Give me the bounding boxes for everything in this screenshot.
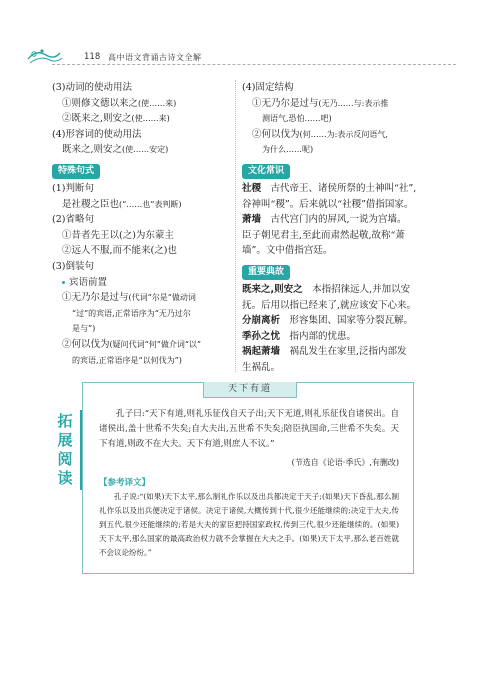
text-line: 测语气,恐怕……吧) [262,114,332,124]
box-title: 天下有道 [203,382,297,398]
text-line: ②远人不服,而不能来(之)也 [62,245,177,257]
text-line: 是社稷之臣也(“……也”表判断) [62,198,182,210]
text-line: (3)动词的使动用法 [52,82,132,93]
text-line: ①则修文德以来之(使……来) [62,97,177,109]
text-line: 抚。后用以指已经来了,就应该安下心来。 [242,299,417,311]
text-line: (3)倒装句 [52,260,94,272]
text-line: 臣子朝见君主,至此而肃然起敬,故称“萧 [242,229,405,241]
box-body [99,407,399,560]
text-line: 墙”。文中借指宫廷。 [242,245,333,257]
header-rule [52,64,456,65]
section-tag-special-sentences: 特殊句式 [52,164,100,179]
right-column [242,80,434,376]
text-line: ②何以伐为(疑问代词“何”做介词“以” [62,338,201,350]
source-note: (节选自《论语·季氏》,有删改) [291,458,399,467]
text-line: 生祸乱。 [242,361,281,373]
section-tag-allusions: 重要典故 [242,265,290,280]
column-divider [235,80,236,372]
text-line: 萧墙 古代宫门内的屏风,一说为宫墙。 [242,214,407,226]
text-line: ①无乃尔是过与(无乃……与:表示推 [252,97,389,109]
section-tag-culture: 文化常识 [242,164,290,179]
translation-tag: 【参考译文】 [99,478,151,488]
text-line: 的宾语,正常语序是“以何伐为”) [72,355,182,365]
original-text: 孔子曰:“天下有道,则礼乐征伐自天子出;天下无道,则礼乐征伐自诸侯出。自诸侯出,盖十世希不失矣;自大夫出,五世希不失矣;陪臣执国命,三世希不失矣。天下有道,则政不在大夫。天下有道,则庶人不议。” [99,409,399,449]
text-line: 为什么……呢) [262,145,314,155]
text-line: ①昔者先王以(之)为东蒙主 [62,229,174,241]
text-line: (2)省略句 [52,214,94,226]
text-line: ①无乃尔是过与(代词“尔是”做动词 [62,292,196,304]
text-line: 是与”) [72,324,96,334]
extended-reading-label: 拓 展 阅 读 [57,412,73,487]
page-header [26,44,456,70]
text-line: 宾语前置 [52,275,230,291]
text-line: (4)固定结构 [242,82,294,93]
translation-text: 孔子说:“(如果)天下太平,那么制礼作乐以及出兵都决定于天子;(如果)天下昏乱,那么制礼作乐以及出兵便决定于诸侯。决定于诸侯,大概传到十代,很少还能继续的;决定于大夫,传到五代,很少还能继续的;若是大夫的家臣把持国家政权,传到三代,很少还能继续的。(如果)天下太平,那么国家的最高政治权力就不会掌握在大夫之手。(如果)天下太平,那么老百姓就不会议论纷纷。” [99,492,399,557]
bullet-icon [62,281,65,284]
text-line: 分崩离析 形容集团、国家等分裂瓦解。 [242,315,414,327]
text-line: “过”的宾语,正常语序为“无乃过尔 [72,308,191,318]
text-line: ②既来之,则安之(使……来) [62,113,170,125]
book-title: 高中语文背诵古诗文全解 [108,53,202,62]
text-line: (4)形容词的使动用法 [52,128,142,140]
extended-reading-box [82,382,414,574]
text-line: ②何以伐为(何……为:表示反问语气, [252,128,388,140]
text-line: 祸起萧墙 祸乱发生在家里,泛指内部发 [242,346,407,358]
text-line: 既来之,则安之(使……安定) [62,144,169,156]
page-number: 118 [84,52,101,62]
text-line: 社稷 古代帝王、诸侯所祭的土神叫“社”, [242,182,417,194]
text-line: 既来之,则安之 本指招徕远人,并加以安 [242,283,411,295]
left-column [52,80,230,368]
text-line: (1)判断句 [52,182,94,194]
text-line: 谷神叫“稷”。后来就以“社稷”借指国家。 [242,198,414,210]
text-line: 季孙之忧 指内部的忧患。 [242,330,357,342]
